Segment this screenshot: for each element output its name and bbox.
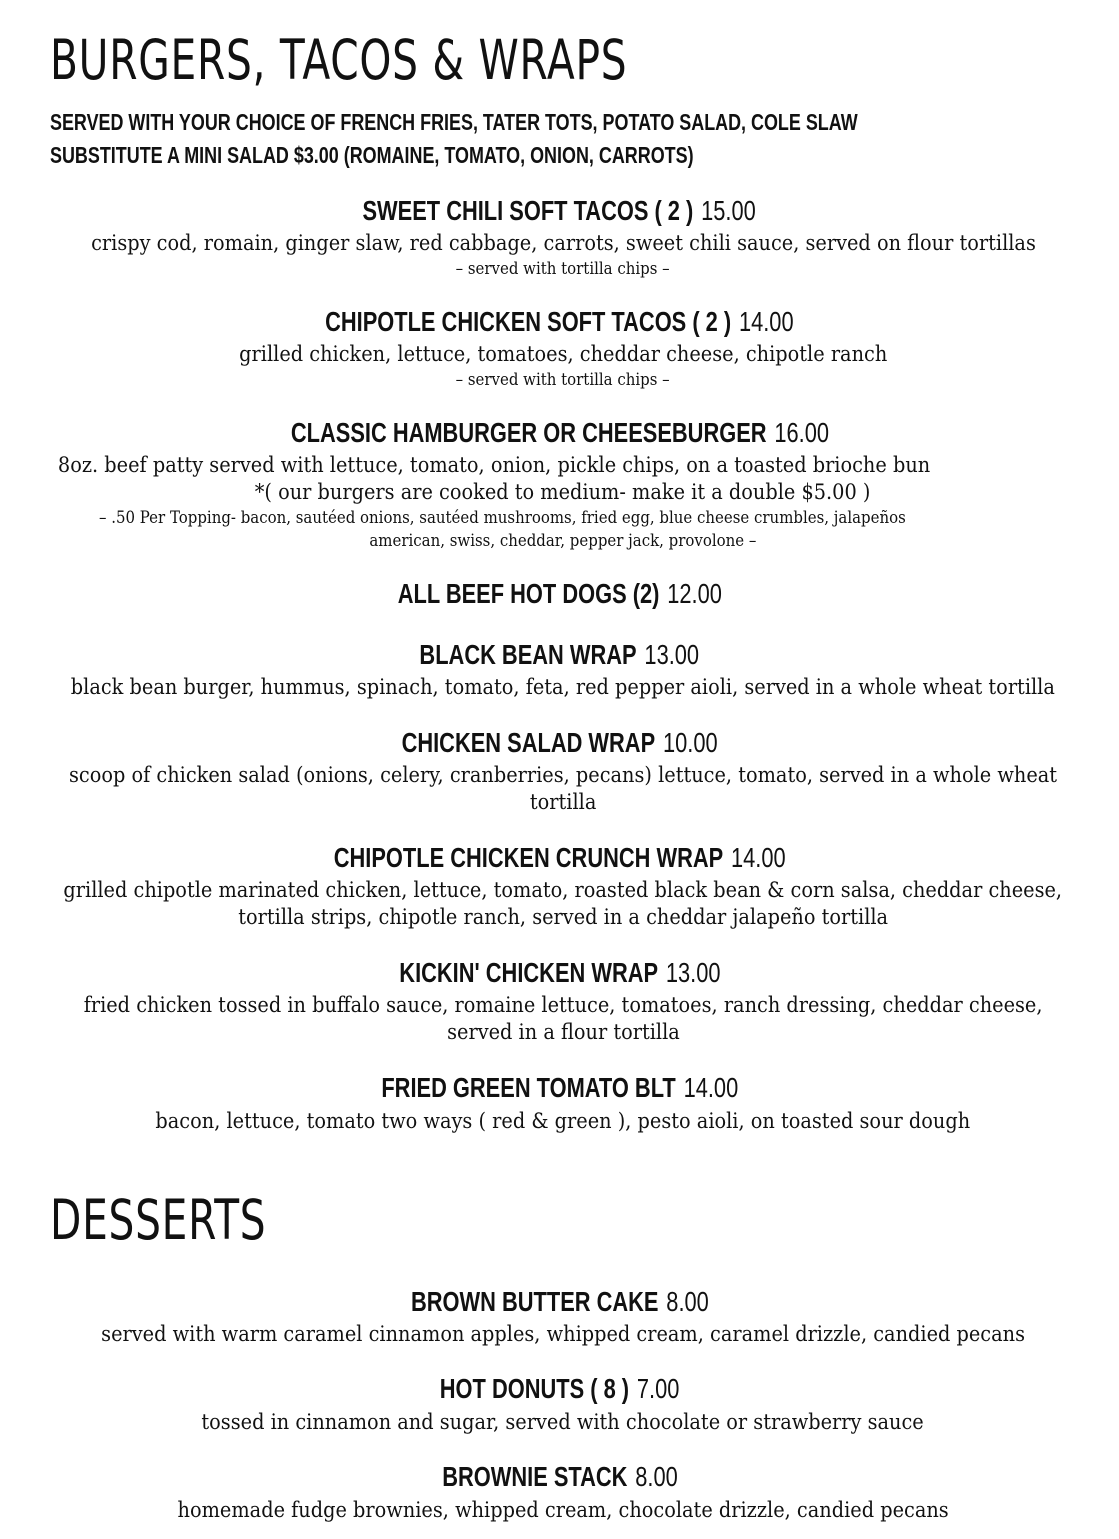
- item-price: 8.00: [665, 1286, 709, 1317]
- item-price: 15.00: [701, 195, 757, 226]
- item-description: tortilla: [529, 790, 597, 814]
- item-note: – served with tortilla chips –: [455, 259, 671, 279]
- item-name: BROWNIE STACK: [441, 1461, 627, 1492]
- item-price: 16.00: [773, 417, 829, 448]
- item-price: 12.00: [666, 578, 722, 609]
- menu-item-heading: [0, 416, 1119, 450]
- section-subtitle: SERVED WITH YOUR CHOICE OF FRENCH FRIES, TATER TOTS, POTATO SALAD, COLE SLAW: [50, 109, 858, 135]
- item-description: scoop of chicken salad (onions, celery, cranberries, pecans) lettuce, tomato, served in a whole wheat: [68, 763, 1058, 787]
- section-title-desserts: DESSERTS: [50, 1188, 267, 1252]
- menu-item-heading: [0, 726, 1119, 760]
- menu-item-heading: [0, 841, 1119, 875]
- item-description: bacon, lettuce, tomato two ways ( red & green ), pesto aioli, on toasted sour dough: [155, 1109, 971, 1133]
- item-price: 7.00: [636, 1373, 680, 1404]
- item-description: *( our burgers are cooked to medium- make it a double $5.00 ): [255, 480, 871, 504]
- item-name: ALL BEEF HOT DOGS (2): [397, 578, 660, 609]
- menu-item-heading: [0, 577, 1119, 611]
- item-description: tortilla strips, chipotle ranch, served in a cheddar jalapeño tortilla: [238, 905, 888, 929]
- menu-item-heading: [0, 305, 1119, 339]
- topping-list: – .50 Per Topping- bacon, sautéed onions, sautéed mushrooms, fried egg, blue cheese crumbles, jalapeños: [98, 508, 906, 528]
- item-description: black bean burger, hummus, spinach, tomato, feta, red pepper aioli, served in a whole wheat tortilla: [70, 675, 1056, 699]
- menu-item-heading: [0, 1071, 1119, 1105]
- item-name: CHIPOTLE CHICKEN CRUNCH WRAP: [333, 842, 724, 873]
- menu-item-heading: [0, 194, 1119, 228]
- item-name: CHIPOTLE CHICKEN SOFT TACOS ( 2 ): [325, 306, 732, 337]
- menu-item-heading: [0, 956, 1119, 990]
- menu-item-heading: [0, 638, 1119, 672]
- item-price: 8.00: [634, 1461, 678, 1492]
- menu-item-heading: [0, 1372, 1119, 1406]
- item-description: tossed in cinnamon and sugar, served with chocolate or strawberry sauce: [201, 1410, 925, 1434]
- item-name: BLACK BEAN WRAP: [419, 639, 637, 670]
- item-description: 8oz. beef patty served with lettuce, tomato, onion, pickle chips, on a toasted brioche bun: [57, 453, 931, 477]
- item-note: – served with tortilla chips –: [455, 370, 671, 390]
- item-price: 13.00: [665, 957, 721, 988]
- item-description: served with warm caramel cinnamon apples, whipped cream, caramel drizzle, candied pecans: [101, 1322, 1025, 1346]
- item-name: BROWN BUTTER CAKE: [410, 1286, 659, 1317]
- item-price: 14.00: [730, 842, 786, 873]
- item-name: CLASSIC HAMBURGER OR CHEESEBURGER: [290, 417, 767, 448]
- item-description: homemade fudge brownies, whipped cream, chocolate drizzle, candied pecans: [177, 1498, 949, 1522]
- item-price: 14.00: [739, 306, 794, 337]
- section-title-burgers: BURGERS, TACOS & WRAPS: [50, 28, 628, 92]
- item-name: HOT DONUTS ( 8 ): [439, 1373, 629, 1404]
- topping-list: american, swiss, cheddar, pepper jack, provolone –: [369, 531, 757, 551]
- menu-item-heading: [0, 1285, 1119, 1319]
- item-description: grilled chicken, lettuce, tomatoes, cheddar cheese, chipotle ranch: [238, 342, 888, 366]
- menu-item-heading: [0, 1460, 1119, 1494]
- item-description: served in a flour tortilla: [446, 1020, 680, 1044]
- item-description: grilled chipotle marinated chicken, lettuce, tomato, roasted black bean & corn salsa, cheddar cheese,: [63, 878, 1063, 902]
- item-name: KICKIN' CHICKEN WRAP: [398, 957, 658, 988]
- item-price: 14.00: [683, 1072, 738, 1103]
- item-name: SWEET CHILI SOFT TACOS ( 2 ): [362, 195, 694, 226]
- item-name: CHICKEN SALAD WRAP: [401, 727, 656, 758]
- section-subtitle: SUBSTITUTE A MINI SALAD $3.00 (ROMAINE, TOMATO, ONION, CARROTS): [50, 142, 694, 168]
- item-price: 10.00: [662, 727, 718, 758]
- item-name: FRIED GREEN TOMATO BLT: [381, 1072, 676, 1103]
- item-description: crispy cod, romain, ginger slaw, red cabbage, carrots, sweet chili sauce, served on flour tortillas: [90, 231, 1036, 255]
- item-price: 13.00: [644, 639, 700, 670]
- item-description: fried chicken tossed in buffalo sauce, romaine lettuce, tomatoes, ranch dressing, cheddar cheese,: [83, 993, 1043, 1017]
